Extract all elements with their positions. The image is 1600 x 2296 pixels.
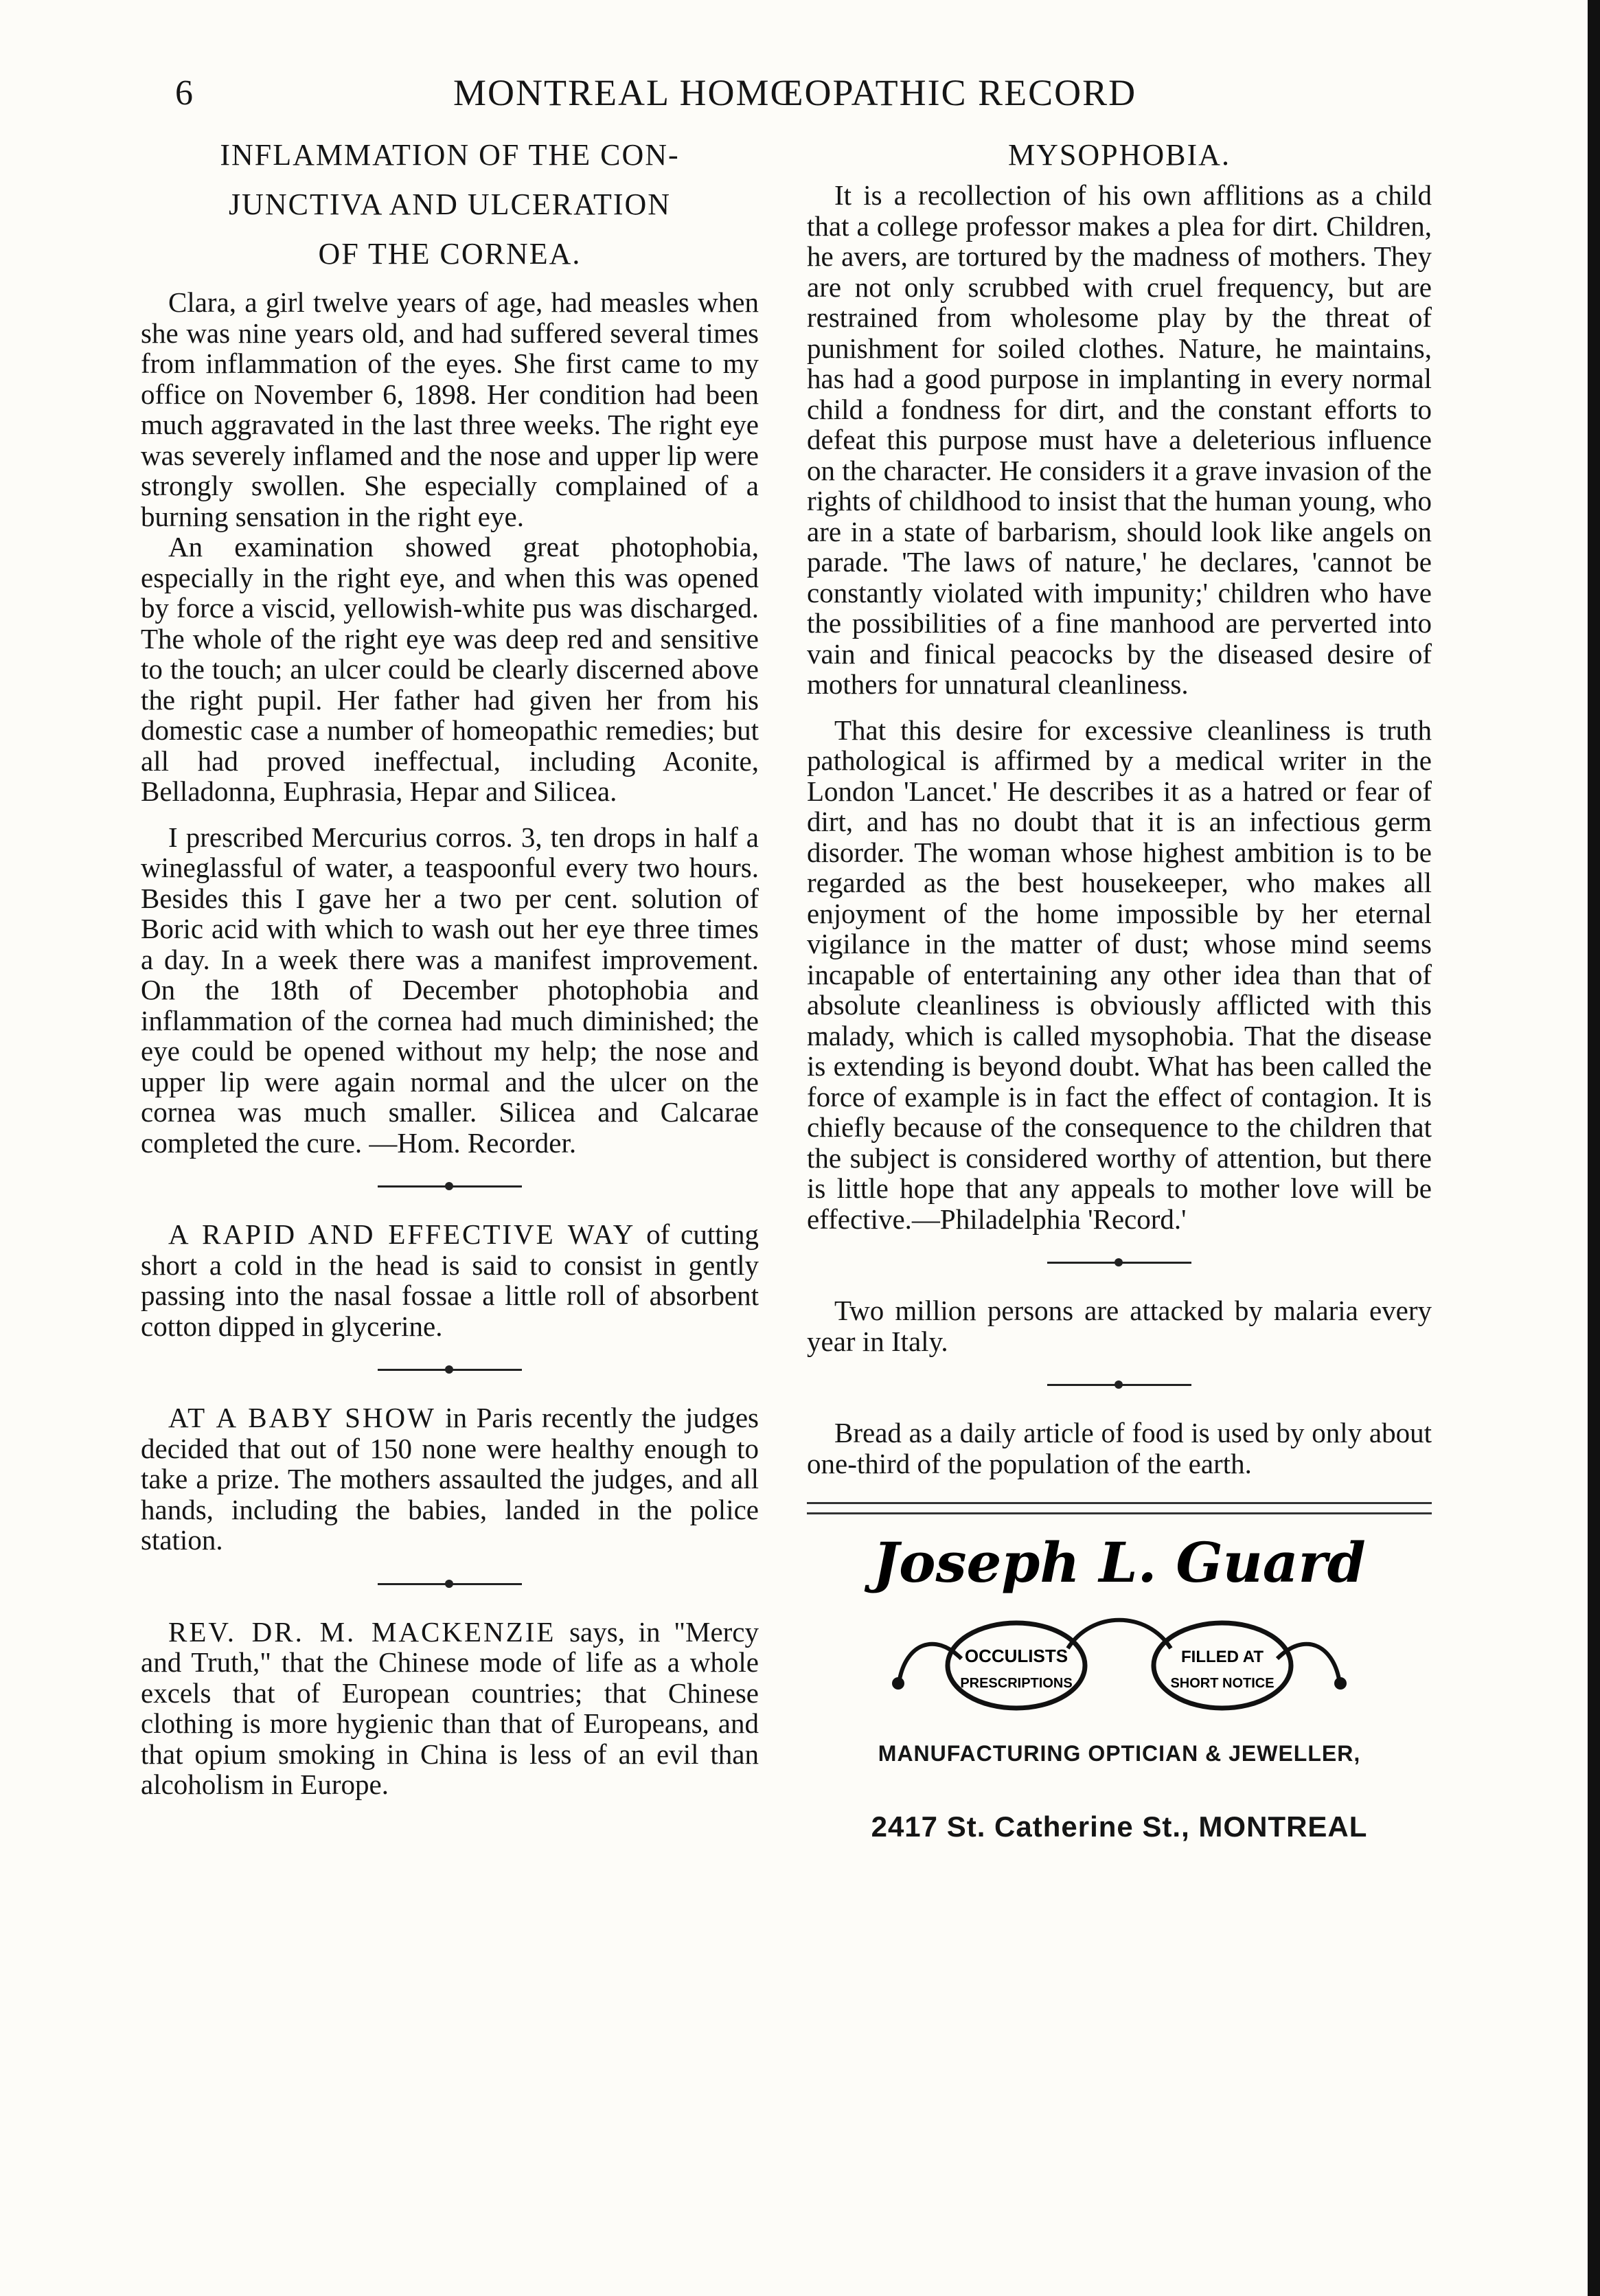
news-item-text: says, in "Mercy and Truth," that the Chinese mode of life as a whole excels that of European countries; that Chinese clothing is more hygienic than that of Europeans, and that opium smoking in China is less of an evil than alcoholism in Europe. (141, 1615, 759, 1800)
spectacles-logo-icon (858, 1528, 1380, 1734)
section-divider (378, 1185, 522, 1187)
news-item (141, 1402, 759, 1556)
left-column (141, 130, 759, 1800)
news-item-text: of cutting short a cold in the head is said to consist in gently passing into the nasal fossae a little roll of absorbent cotton dipped in glycerine. (141, 1218, 759, 1342)
journal-title: MONTREAL HOMŒOPATHIC RECORD (453, 72, 1137, 113)
advertisement (807, 1528, 1432, 1843)
news-item: Two million persons are attacked by malaria every year in Italy. (807, 1295, 1432, 1357)
lens-left-bottom-text: PRESCRIPTIONS (960, 1676, 1073, 1691)
ad-address: 2417 St. Catherine St., MONTREAL (871, 1810, 1368, 1843)
section-divider (1047, 1384, 1191, 1386)
page-number: 6 (175, 73, 193, 113)
article-paragraph: An examination showed great photophobia, especially in the right eye, and when this was opened by force a viscid, yellowish-white pus was discharged. The whole of the right eye was deep red and sensitive to the touch; an ulcer could be clearly discerned above the right pupil. Her father had given her from his domestic case a number of homeopathic remedies; but all had proved ineffectual, including Aconite, Belladonna, Euphrasia, Hepar and Silicea. (141, 531, 759, 807)
lens-right-top-text: FILLED AT (1181, 1648, 1264, 1666)
news-item-text: in Paris recently the judges decided that out of 150 none were healthy enough to take a prize. The mothers assaulted the judges, and all hands, including the babies, landed in the police station. (141, 1402, 759, 1556)
page-header (0, 69, 1600, 124)
article-paragraph: Clara, a girl twelve years of age, had measles when she was nine years old, and had suffered several times from inflammation of the eyes. She first came to my office on November 6, 1898. Her condition had been much aggravated in the last three weeks. The right eye was severely inflamed and the nose and upper lip were strongly swollen. She especially complained of a burning sensation in the right eye. (141, 286, 759, 532)
news-item (141, 1617, 759, 1800)
article-paragraph: I prescribed Mercurius corros. 3, ten drops in half a wineglassful of water, a teaspoonful every two hours. Besides this I gave her a two per cent. solution of Boric acid with which to wash out her eye three times a day. In a week there was a manifest improvement. On the 18th of December photophobia and inflammation of the cornea had much diminished; the eye could be opened without my help; the nose and upper lip were again normal and the ulcer on the cornea was much smaller. Silicea and Calcarae completed the cure. —Hom. Recorder. (141, 821, 759, 1159)
article-title-line-3: OF THE CORNEA. (318, 237, 582, 271)
advertisement-rule (807, 1502, 1432, 1514)
article-title-line-1: INFLAMMATION OF THE CON- (220, 138, 680, 172)
section-divider (378, 1369, 522, 1371)
news-item-lead: A RAPID AND EFFECTIVE WAY (168, 1218, 636, 1250)
news-item-lead: REV. DR. M. MACKENZIE (168, 1615, 556, 1648)
lens-left-top-text: OCCULISTS (964, 1646, 1068, 1666)
ad-tagline: MANUFACTURING OPTICIAN & JEWELLER, (878, 1741, 1361, 1766)
article-paragraph: That this desire for excessive cleanliness is truth pathological is affirmed by a medical writer in the London 'Lancet.' He describes it as a hatred or fear of dirt, and has no doubt that it is an infectious germ disorder. The woman whose highest ambition is to be regarded as the best housekeeper, who makes all enjoyment of the home impossible by her eternal vigilance in the matter of dust; whose mind seems incapable of entertaining any other idea than that of absolute cleanliness is obviously afflicted with this malady, which is called mysophobia. That the disease is extending is beyond doubt. What has been called the force of example is in fact the effect of contagion. It is chiefly because of the consequence to the children that the subject is considered worthy of attention, but there is little hope that any appeals to mother love will be effective.—Philadelphia 'Record.' (807, 714, 1432, 1235)
section-divider (378, 1583, 522, 1585)
article-title-line-2: JUNCTIVA AND ULCERATION (228, 187, 672, 221)
right-column (807, 130, 1432, 1843)
scan-edge-bar (1588, 0, 1600, 2296)
section-divider (1047, 1262, 1191, 1264)
ad-business-name: Joseph L. Guard (873, 1530, 1366, 1595)
article-paragraph: It is a recollection of his own afflitions as a child that a college professor makes a plea for dirt. Children, he avers, are tortured by the madness of mothers. They are not only scrubbed with cruel frequency, but are restrained from wholesome play by the threat of punishment for soiled clothes. Nature, he maintains, has had a good purpose in implanting in every normal child a fondness for dirt, and the constant efforts to defeat this purpose must have a deleterious influence on the character. He considers it a grave invasion of the rights of childhood to insist that the human young, who are in a state of barbarism, should look like angels on parade. 'The laws of nature,' he declares, 'cannot be constantly violated with impunity;' children who have the possibilities of a fine manhood are perverted into vain and finical peacocks by the diseased desire of mothers for unnatural cleanliness. (807, 179, 1432, 700)
article-title: MYSOPHOBIA. (1008, 138, 1231, 172)
news-item: Bread as a daily article of food is used by only about one-third of the population of the earth. (807, 1417, 1432, 1479)
news-item-lead: AT A BABY SHOW (168, 1402, 436, 1433)
news-item (141, 1219, 759, 1341)
lens-right-bottom-text: SHORT NOTICE (1170, 1676, 1275, 1691)
